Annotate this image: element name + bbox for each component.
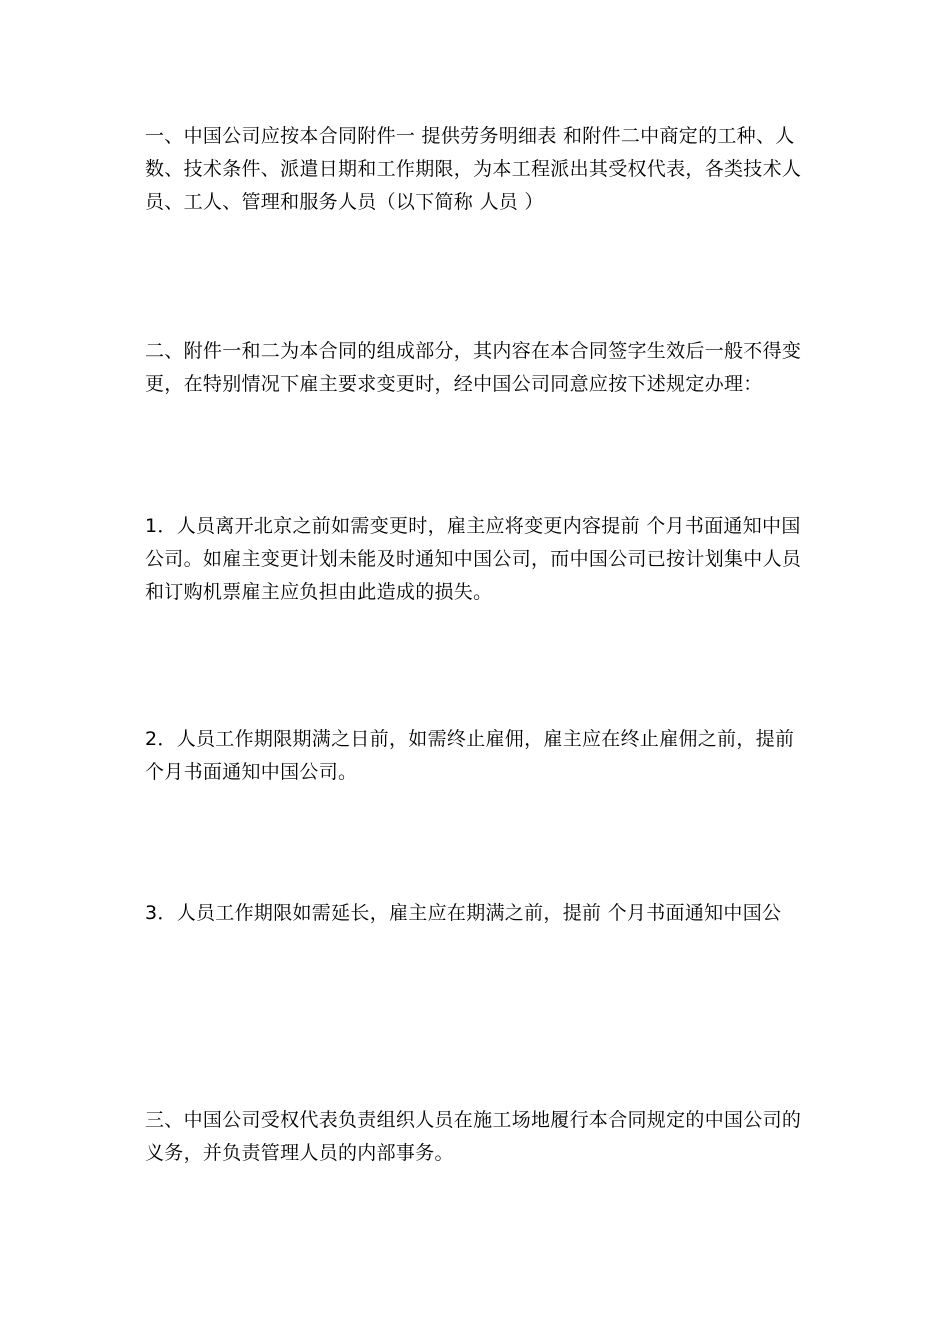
paragraph-line: 数、技术条件、派遣日期和工作期限，为本工程派出其受权代表，各类技术人 — [145, 158, 802, 180]
paragraph-line: 公司。如雇主变更计划未能及时通知中国公司，而中国公司已按计划集中人员 — [145, 548, 802, 570]
paragraph-line: 二、附件一和二为本合同的组成部分，其内容在本合同签字生效后一般不得变 — [145, 340, 802, 362]
paragraph-1 — [145, 120, 805, 219]
paragraph-item-1 — [145, 510, 805, 609]
paragraph-line: 个月书面通知中国公司。 — [145, 761, 358, 783]
paragraph-line: 2．人员工作期限期满之日前，如需终止雇佣，雇主应在终止雇佣之前，提前 — [145, 728, 795, 750]
paragraph-line: 员、工人、管理和服务人员（以下简称 人员 ） — [145, 191, 544, 213]
paragraph-line: 三、中国公司受权代表负责组织人员在施工场地履行本合同规定的中国公司的 — [145, 1109, 802, 1131]
paragraph-line: 更，在特别情况下雇主要求变更时，经中国公司同意应按下述规定办理： — [145, 373, 763, 395]
paragraph-item-3 — [145, 897, 805, 930]
paragraph-item-2 — [145, 723, 805, 789]
paragraph-3 — [145, 1104, 805, 1170]
paragraph-line: 义务，并负责管理人员的内部事务。 — [145, 1142, 454, 1164]
paragraph-line: 和订购机票雇主应负担由此造成的损失。 — [145, 581, 493, 603]
paragraph-line: 1．人员离开北京之前如需变更时，雇主应将变更内容提前 个月书面通知中国 — [145, 515, 801, 537]
paragraph-line: 一、中国公司应按本合同附件一 提供劳务明细表 和附件二中商定的工种、人 — [145, 125, 795, 147]
paragraph-2 — [145, 335, 805, 401]
paragraph-line: 3．人员工作期限如需延长，雇主应在期满之前，提前 个月书面通知中国公 — [145, 902, 782, 924]
